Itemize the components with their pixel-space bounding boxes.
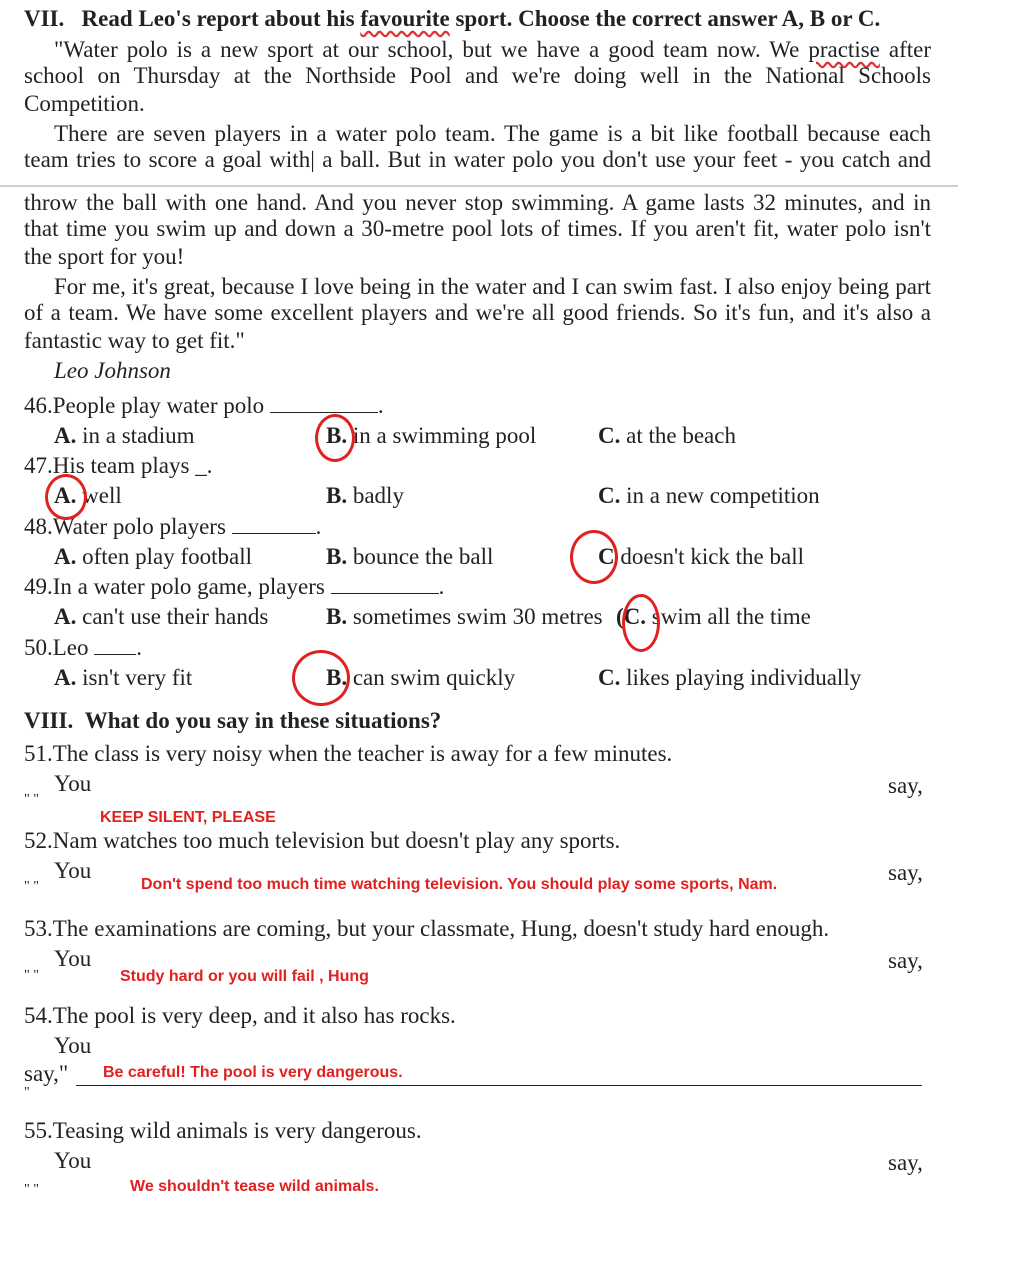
answer-blank — [270, 394, 378, 413]
answer-blank — [232, 515, 316, 534]
answer-blank — [94, 636, 136, 655]
option-49-c: (C. swim all the time — [616, 604, 811, 629]
passage-p2-line5: the sport for you! — [24, 244, 185, 269]
passage-p2-line3: throw the ball with one hand. And you never stop swimming. A game lasts 32 minutes, and in — [24, 190, 931, 215]
quote-marks: " " — [24, 792, 39, 807]
situation-55: 55.Teasing wild animals is very dangerous. — [24, 1118, 422, 1143]
passage-p3-line2: of a team. We have some excellent players and we're all good friends. So it's fun, and it's also a — [24, 300, 931, 325]
question-47: 47.His team plays _. — [24, 453, 213, 478]
answer-circle-49-c — [622, 594, 660, 652]
option-50-b: B. can swim quickly — [326, 665, 516, 690]
answer-blank — [331, 575, 439, 594]
passage-p2-line4: that time you swim up and down a 30-metre pool lots of times. If you aren't fit, water polo isn't — [24, 216, 931, 241]
quote-mark: " — [24, 1085, 30, 1100]
answer-circle-47-a — [45, 474, 87, 520]
option-46-a: A. in a stadium — [54, 423, 195, 448]
passage-p2-line2: team tries to score a goal with| a ball. But in water polo you don't use your feet - you catch and — [24, 147, 931, 172]
answer-line-54 — [76, 1085, 922, 1086]
situation-53: 53.The examinations are coming, but your classmate, Hung, doesn't study hard enough. — [24, 916, 830, 941]
option-50-c: C. likes playing individually — [598, 665, 862, 690]
section-viii-heading: VIII. What do you say in these situations? — [24, 708, 442, 733]
option-46-c: C. at the beach — [598, 423, 736, 448]
handwritten-answer-53: Study hard or you will fail , Hung — [120, 968, 369, 985]
answer-circle-48-c — [570, 530, 618, 584]
option-49-b: B. sometimes swim 30 metres — [326, 604, 603, 629]
option-48-b: B. bounce the ball — [326, 544, 494, 569]
option-47-b: B. badly — [326, 483, 404, 508]
you-label: You — [54, 1033, 92, 1058]
you-label: You — [54, 771, 92, 796]
option-48-a: A. often play football — [54, 544, 253, 569]
say-label: say, — [888, 860, 923, 885]
passage-p3-line3: fantastic way to get fit." — [24, 328, 245, 353]
passage-p1-line1: "Water polo is a new sport at our school, but we have a good team now. We practise after — [54, 37, 931, 62]
you-label: You — [54, 1148, 92, 1173]
handwritten-answer-51: KEEP SILENT, PLEASE — [100, 809, 276, 826]
quote-marks: " " — [24, 1182, 39, 1197]
answer-circle-50-b — [292, 650, 350, 706]
option-47-c: C. in a new competition — [598, 483, 820, 508]
passage-p3-line1: For me, it's great, because I love being in the water and I can swim fast. I also enjoy being part — [54, 274, 931, 299]
handwritten-answer-52: Don't spend too much time watching television. You should play some sports, Nam. — [141, 876, 778, 893]
situation-51: 51.The class is very noisy when the teacher is away for a few minutes. — [24, 741, 673, 766]
question-48: 48.Water polo players . — [24, 514, 322, 539]
option-47-a: A. well — [54, 483, 122, 508]
section-vii-heading: VII. Read Leo's report about his favourite sport. Choose the correct answer A, B or C. — [24, 6, 881, 31]
passage-p1-line3: Competition. — [24, 91, 145, 116]
answer-circle-46-b — [315, 414, 355, 462]
say-label: say, — [888, 1150, 923, 1175]
say-label: say, — [888, 773, 923, 798]
question-46: 46.People play water polo . — [24, 393, 384, 418]
you-label: You — [54, 858, 92, 883]
section-number: VII. — [24, 6, 65, 31]
you-label: You — [54, 946, 92, 971]
situation-52: 52.Nam watches too much television but doesn't play any sports. — [24, 828, 621, 853]
quote-marks: " " — [24, 968, 39, 983]
option-48-c: C doesn't kick the ball — [598, 544, 805, 569]
question-49: 49.In a water polo game, players . — [24, 574, 445, 599]
situation-54: 54.The pool is very deep, and it also has rocks. — [24, 1003, 456, 1028]
option-50-a: A. isn't very fit — [54, 665, 193, 690]
option-46-b: B. in a swimming pool — [326, 423, 537, 448]
author-signature: Leo Johnson — [54, 358, 171, 383]
handwritten-answer-54: Be careful! The pool is very dangerous. — [103, 1064, 403, 1081]
handwritten-answer-55: We shouldn't tease wild animals. — [130, 1178, 379, 1195]
option-49-a: A. can't use their hands — [54, 604, 269, 629]
say-label: say, — [888, 948, 923, 973]
say-quote-label: say," — [24, 1061, 69, 1086]
quote-marks: " " — [24, 879, 39, 894]
page-break-divider — [0, 185, 958, 187]
passage-p2-line1: There are seven players in a water polo team. The game is a bit like football because each — [54, 121, 931, 146]
passage-p1-line2: school on Thursday at the Northside Pool and we're doing well in the National Schools — [24, 63, 931, 88]
question-50: 50.Leo . — [24, 635, 143, 660]
